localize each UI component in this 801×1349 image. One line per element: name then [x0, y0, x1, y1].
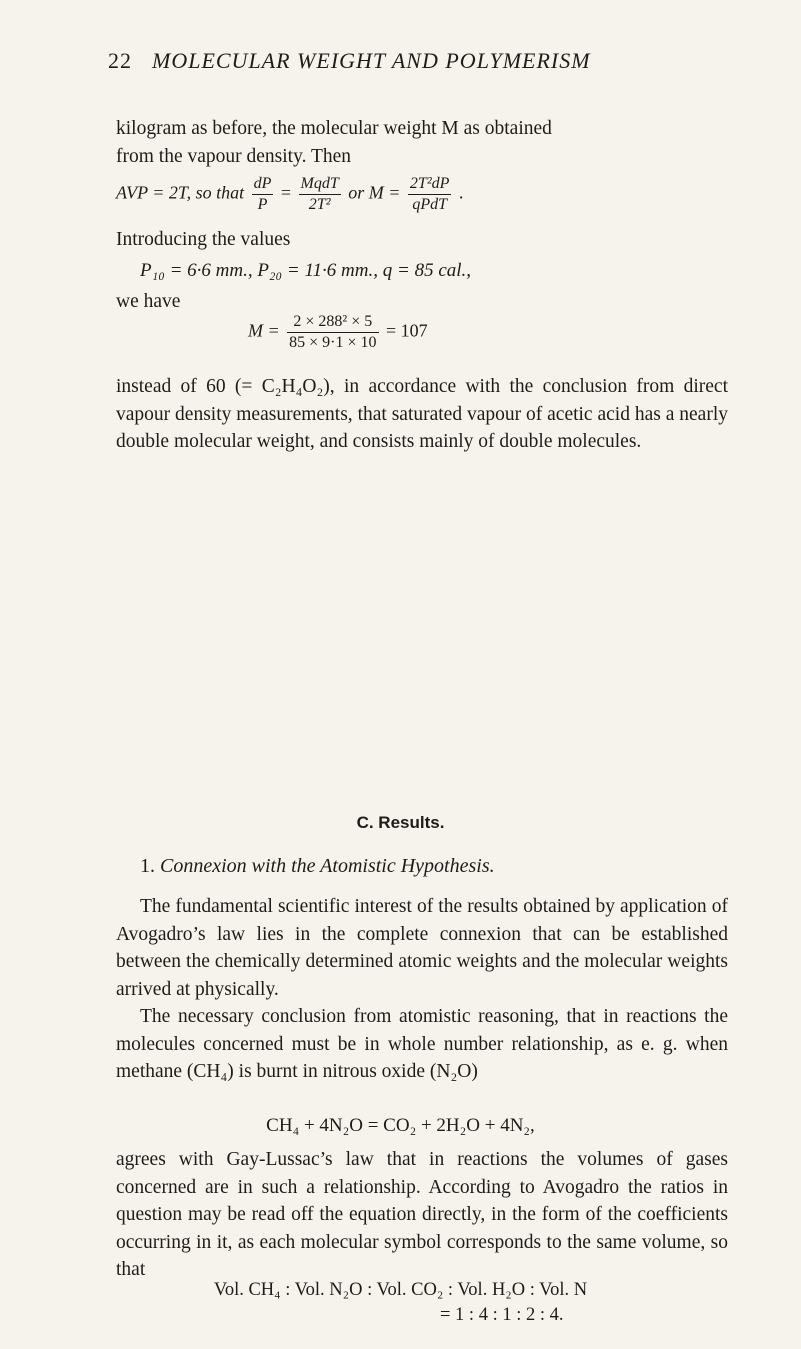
equation1-frac1-numerator: dP: [252, 174, 274, 195]
equation1-fraction3: [408, 174, 451, 215]
introducing-text: Introducing the values: [116, 229, 291, 250]
paragraph-instead-text: instead of 60 (= C₂H₄O₂), in accordance with the conclusion from direct vapour density measurements, that saturated vapour of acetic acid has a nearly double molecular weight, and consists mainly of double molecules.: [116, 376, 728, 452]
top-paragraph: [116, 115, 728, 170]
we-have-text: we have: [116, 291, 181, 312]
ratio-line-1: Vol. CH₄ : Vol. N₂O : Vol. CO₂ : Vol. H₂O : Vol. N: [213, 1280, 588, 1300]
paragraph-fundamental: [116, 893, 728, 1003]
reaction-equation: CH₄ + 4N₂O = CO₂ + 2H₂O + 4N₂,: [266, 1115, 535, 1136]
equation2-lhs: M =: [248, 320, 280, 341]
equation1-frac1-denominator: P: [257, 196, 268, 213]
equation1-fraction2: [299, 174, 341, 215]
ratio-line-2: = 1 : 4 : 1 : 2 : 4.: [440, 1305, 564, 1325]
equation-molecular-weight: [248, 312, 428, 353]
top-paragraph-line2: from the vapour density. Then: [116, 145, 352, 167]
values-text: P₁₀ = 6·6 mm., P₂₀ = 11·6 mm., q = 85 cal.,: [140, 260, 472, 281]
subsection-title: Connexion with the Atomistic Hypothesis.: [160, 855, 495, 877]
equation1-frac3-numerator: 2T²dP: [408, 174, 451, 195]
paragraph-agrees: [116, 1146, 728, 1284]
subsection-heading: [140, 855, 495, 878]
equation1-end: .: [458, 182, 464, 203]
page-number: 22: [108, 48, 132, 73]
equation1-equals: =: [280, 182, 292, 203]
equation1-frac3-denominator: qPdT: [412, 196, 447, 213]
equation2-fraction: [287, 312, 378, 353]
paragraph-necessary: [116, 1003, 728, 1086]
equation2-denominator: 85 × 9·1 × 10: [289, 334, 377, 351]
equation-vapour-pressure: [116, 174, 463, 215]
equation1-lhs: AVP = 2T, so that: [116, 182, 245, 203]
subsection-number: 1.: [140, 855, 155, 877]
introducing-line: [116, 226, 728, 254]
equation1-frac2-denominator: 2T²: [308, 196, 331, 213]
top-paragraph-line1: kilogram as before, the molecular weight M as obtained: [116, 118, 552, 139]
paragraph-fundamental-text: The fundamental scientific interest of the results obtained by application of Avogadro’s law lies in the complete connexion that can be established between the chemically determined atomic weights and the molecular weights arrived at physically.: [116, 896, 728, 1000]
section-heading: C. Results.: [356, 813, 445, 832]
paragraph-agrees-text: agrees with Gay-Lussac’s law that in reactions the volumes of gases concerned are in such a relationship. According to Avogadro the ratios in question may be read off the equation directly, in the form of the coefficients occurring in it, as each molecular symbol corresponds to the same volume, so that: [116, 1149, 728, 1280]
equation1-fraction1: [252, 174, 274, 215]
running-title: MOLECULAR WEIGHT AND POLYMERISM: [152, 48, 591, 73]
values-line: [140, 260, 471, 282]
equation1-or: or M =: [348, 182, 401, 203]
page-header: [108, 48, 728, 78]
paragraph-necessary-text: The necessary conclusion from atomistic reasoning, that in reactions the molecules concerned must be in whole number relationship, as e. g. when methane (CH₄) is burnt in nitrous oxide (N₂O): [116, 1006, 728, 1082]
equation2-rhs: = 107: [386, 320, 428, 341]
paragraph-instead: [116, 373, 728, 456]
equation2-numerator: 2 × 288² × 5: [287, 312, 378, 333]
equation1-frac2-numerator: MqdT: [299, 174, 341, 195]
